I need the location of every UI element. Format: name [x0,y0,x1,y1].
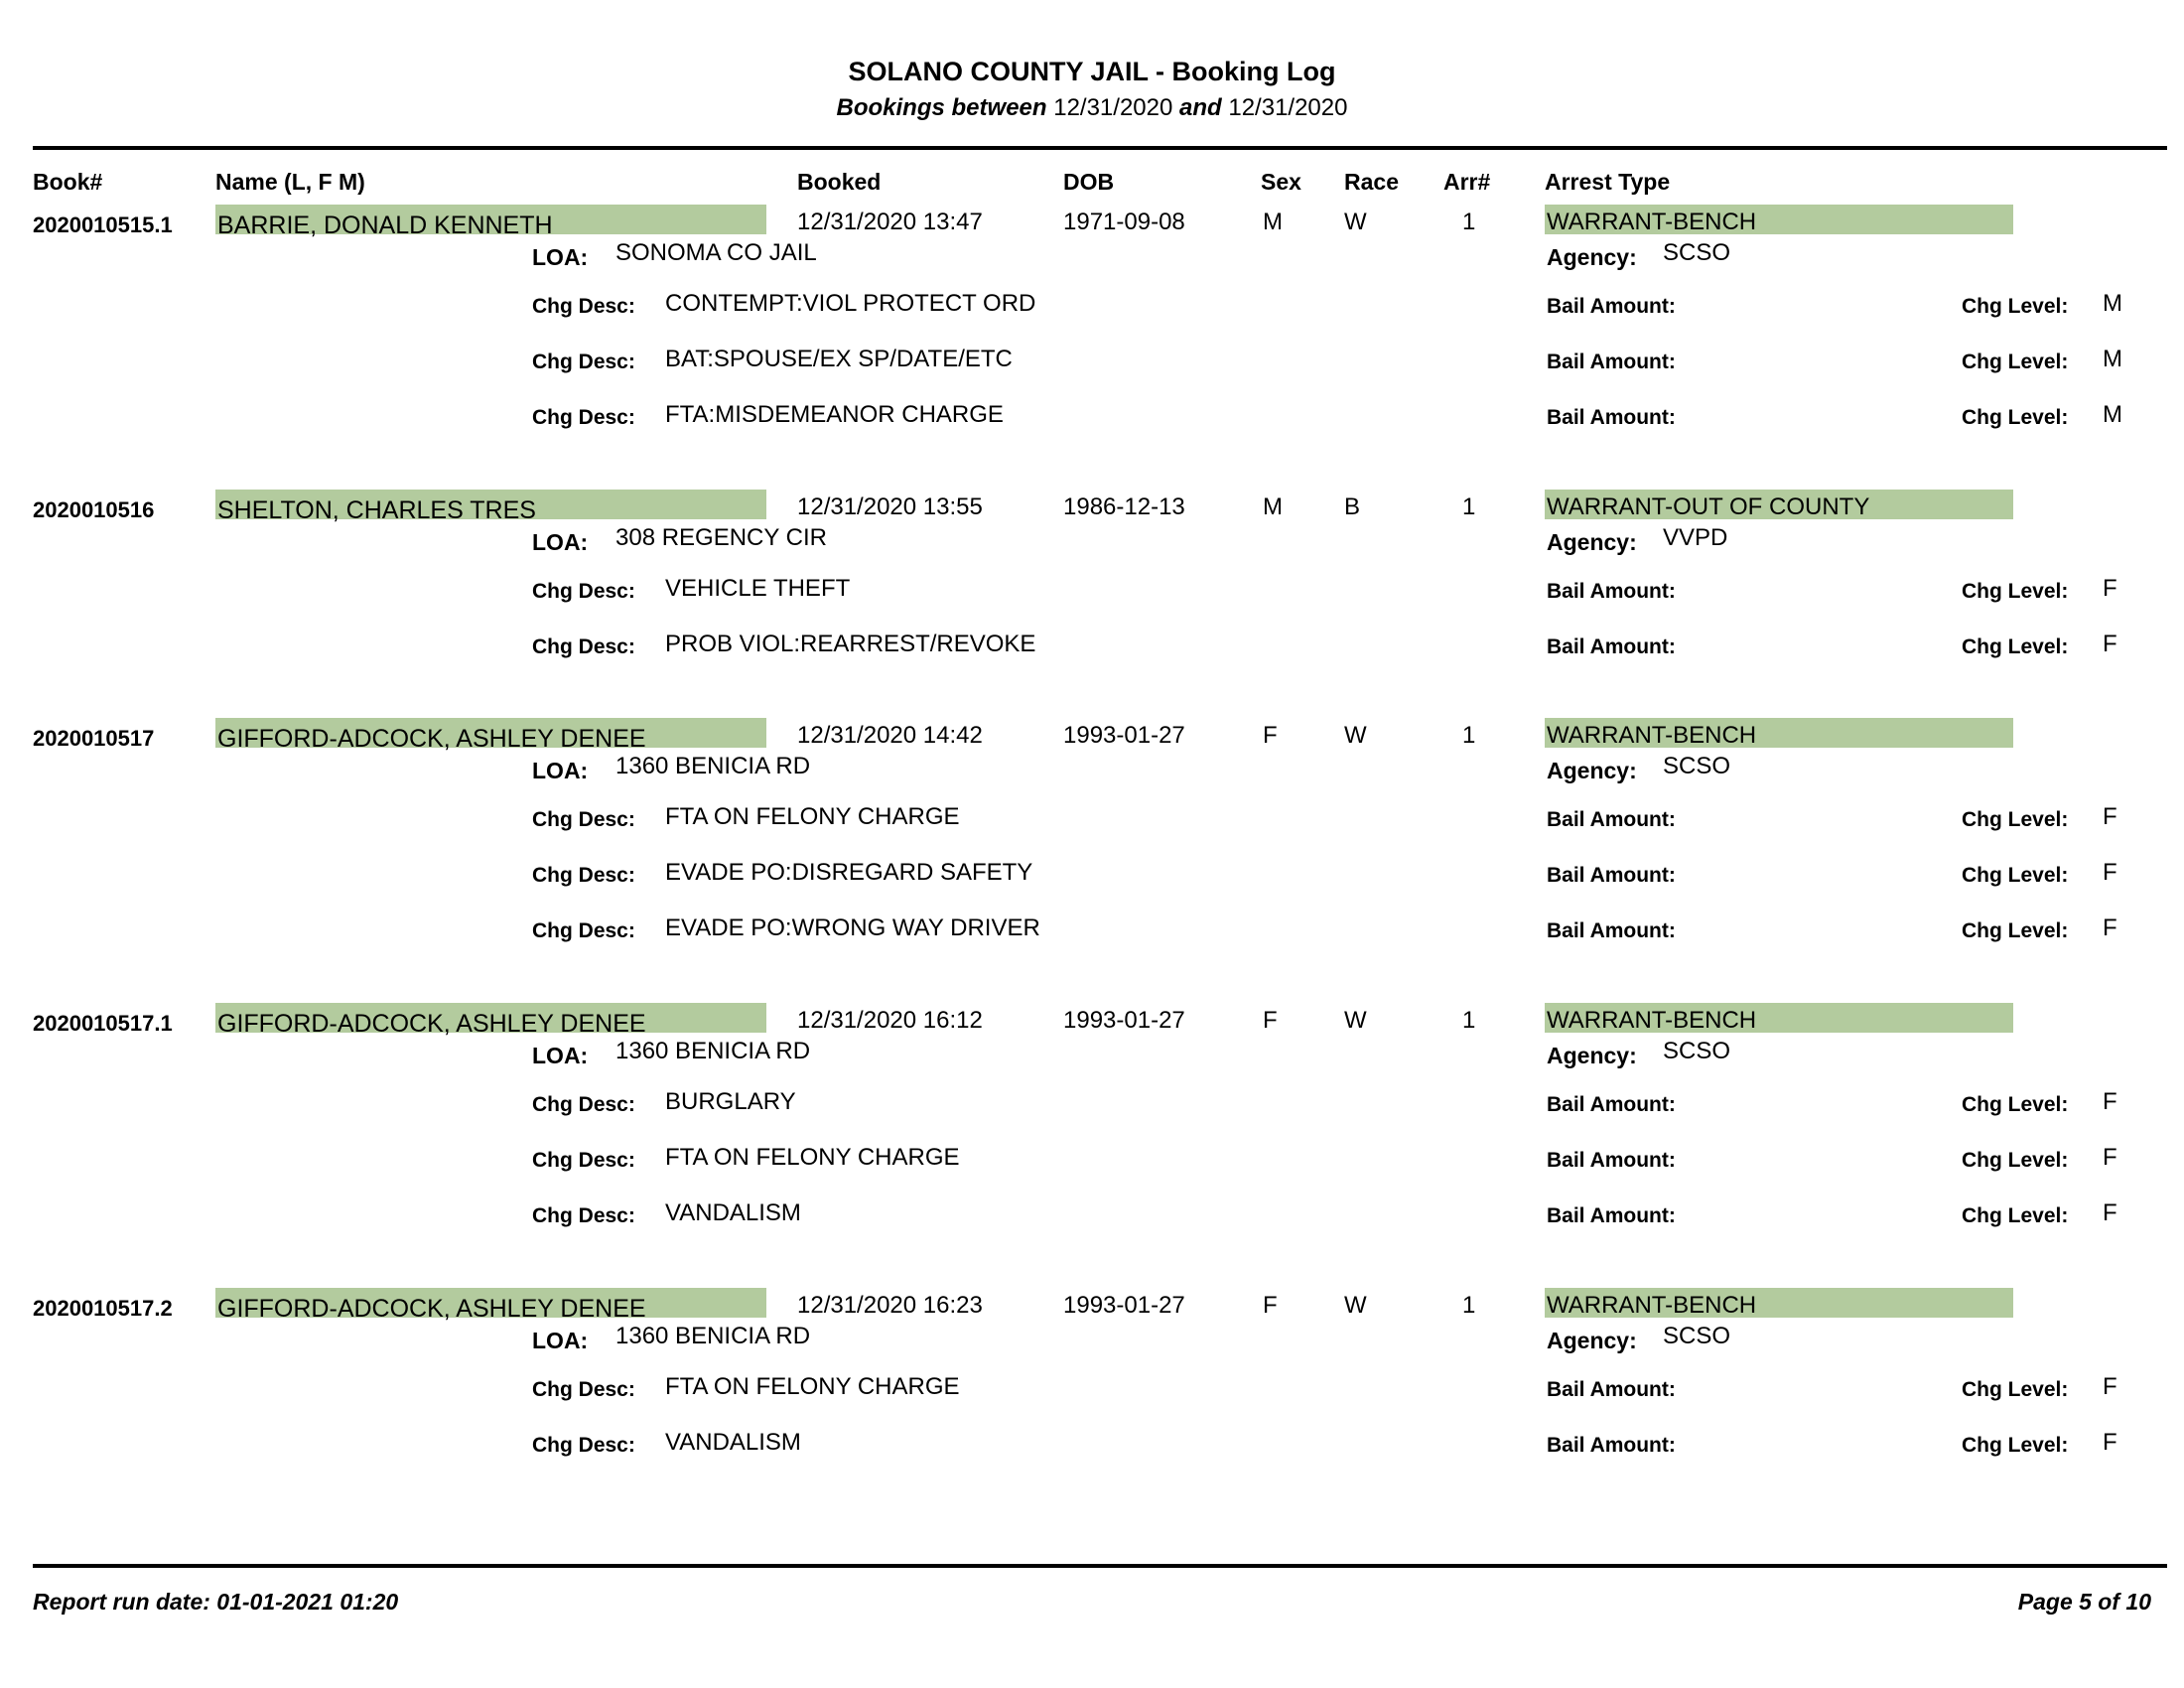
arrest-number: 1 [1462,209,1476,235]
bail-amount-label: Bail Amount: [1547,406,1676,429]
race: W [1344,722,1367,749]
chg-level-label: Chg Level: [1962,808,2069,831]
book-number: 2020010517.2 [33,1296,173,1321]
dob: 1986-12-13 [1063,493,1185,520]
arrest-type: WARRANT-BENCH [1547,1007,1757,1034]
col-book: Book# [33,169,103,195]
bail-amount-label: Bail Amount: [1547,1434,1676,1457]
booked-datetime: 12/31/2020 16:12 [797,1007,983,1034]
chg-level-value: F [2103,1429,2117,1456]
chg-level-label: Chg Level: [1962,919,2069,942]
dob: 1971-09-08 [1063,209,1185,235]
chg-level-value: F [2103,1373,2117,1400]
dob: 1993-01-27 [1063,1292,1185,1319]
chg-level-label: Chg Level: [1962,580,2069,603]
loa-label: LOA: [532,529,589,555]
loa-value: 1360 BENICIA RD [615,753,811,779]
chg-desc-value: VANDALISM [665,1429,801,1456]
chg-desc-value: FTA ON FELONY CHARGE [665,1144,960,1171]
chg-desc-label: Chg Desc: [532,406,635,429]
chg-level-label: Chg Level: [1962,406,2069,429]
chg-level-label: Chg Level: [1962,864,2069,887]
book-number: 2020010517 [33,726,155,751]
bail-amount-label: Bail Amount: [1547,919,1676,942]
chg-desc-value: VEHICLE THEFT [665,575,851,602]
chg-level-value: M [2103,290,2122,317]
loa-value: 308 REGENCY CIR [615,524,827,551]
loa-label: LOA: [532,1043,589,1068]
chg-desc-value: VANDALISM [665,1199,801,1226]
chg-level-label: Chg Level: [1962,1204,2069,1227]
agency-label: Agency: [1547,1328,1637,1353]
bail-amount-label: Bail Amount: [1547,1149,1676,1172]
chg-level-value: M [2103,401,2122,428]
bail-amount-label: Bail Amount: [1547,580,1676,603]
book-number: 2020010516 [33,497,155,522]
inmate-name: BARRIE, DONALD KENNETH [217,211,553,239]
loa-value: SONOMA CO JAIL [615,239,817,266]
chg-desc-label: Chg Desc: [532,295,635,318]
bail-amount-label: Bail Amount: [1547,1378,1676,1401]
chg-level-value: F [2103,1088,2117,1115]
chg-desc-label: Chg Desc: [532,1434,635,1457]
arrest-type: WARRANT-BENCH [1547,1292,1757,1319]
race: W [1344,209,1367,235]
race: W [1344,1292,1367,1319]
chg-level-label: Chg Level: [1962,1378,2069,1401]
chg-level-label: Chg Level: [1962,1093,2069,1116]
booked-datetime: 12/31/2020 13:47 [797,209,983,235]
arrest-number: 1 [1462,722,1476,749]
agency-label: Agency: [1547,1043,1637,1068]
race: W [1344,1007,1367,1034]
booked-datetime: 12/31/2020 14:42 [797,722,983,749]
agency-value: SCSO [1663,753,1731,779]
booked-datetime: 12/31/2020 16:23 [797,1292,983,1319]
bail-amount-label: Bail Amount: [1547,295,1676,318]
chg-level-label: Chg Level: [1962,1434,2069,1457]
col-arr: Arr# [1443,169,1491,195]
col-arrest-type: Arrest Type [1545,169,1671,195]
chg-level-value: F [2103,631,2117,657]
agency-label: Agency: [1547,244,1637,270]
loa-label: LOA: [532,758,589,783]
start-date: 12/31/2020 [1053,94,1173,121]
chg-level-value: F [2103,803,2117,830]
loa-label: LOA: [532,1328,589,1353]
chg-level-value: F [2103,914,2117,941]
bail-amount-label: Bail Amount: [1547,635,1676,658]
agency-value: SCSO [1663,1038,1731,1064]
arrest-type: WARRANT-OUT OF COUNTY [1547,493,1870,520]
chg-desc-label: Chg Desc: [532,1149,635,1172]
col-dob: DOB [1063,169,1115,195]
sex: F [1263,722,1278,749]
chg-desc-value: FTA ON FELONY CHARGE [665,803,960,830]
book-number: 2020010517.1 [33,1011,173,1036]
chg-level-value: F [2103,575,2117,602]
loa-value: 1360 BENICIA RD [615,1323,811,1349]
col-race: Race [1344,169,1399,195]
chg-level-label: Chg Level: [1962,295,2069,318]
chg-desc-value: BURGLARY [665,1088,796,1115]
dob: 1993-01-27 [1063,1007,1185,1034]
report-title: SOLANO COUNTY JAIL - Booking Log [848,57,1336,86]
inmate-name: SHELTON, CHARLES TRES [217,496,536,524]
footer-rule [33,1564,2167,1568]
loa-value: 1360 BENICIA RD [615,1038,811,1064]
chg-desc-value: PROB VIOL:REARREST/REVOKE [665,631,1036,657]
report-run-date: Report run date: 01-01-2021 01:20 [33,1589,399,1615]
sex: F [1263,1292,1278,1319]
arrest-type: WARRANT-BENCH [1547,722,1757,749]
bail-amount-label: Bail Amount: [1547,1093,1676,1116]
inmate-name: GIFFORD-ADCOCK, ASHLEY DENEE [217,1295,646,1323]
race: B [1344,493,1361,520]
agency-label: Agency: [1547,529,1637,555]
chg-desc-value: CONTEMPT:VIOL PROTECT ORD [665,290,1036,317]
bail-amount-label: Bail Amount: [1547,351,1676,373]
chg-desc-label: Chg Desc: [532,1093,635,1116]
inmate-name: GIFFORD-ADCOCK, ASHLEY DENEE [217,1010,646,1038]
header-rule [33,146,2167,150]
subtitle-and: and [1179,94,1222,121]
arrest-number: 1 [1462,1007,1476,1034]
chg-desc-label: Chg Desc: [532,864,635,887]
agency-label: Agency: [1547,758,1637,783]
chg-desc-value: BAT:SPOUSE/EX SP/DATE/ETC [665,346,1013,372]
chg-level-value: F [2103,1199,2117,1226]
end-date: 12/31/2020 [1228,94,1348,121]
chg-desc-label: Chg Desc: [532,351,635,373]
chg-desc-value: EVADE PO:WRONG WAY DRIVER [665,914,1040,941]
sex: M [1263,493,1283,520]
bail-amount-label: Bail Amount: [1547,808,1676,831]
arrest-type: WARRANT-BENCH [1547,209,1757,235]
chg-desc-label: Chg Desc: [532,1378,635,1401]
page-number: Page 5 of 10 [2017,1589,2151,1615]
chg-desc-label: Chg Desc: [532,919,635,942]
agency-value: SCSO [1663,1323,1731,1349]
col-name: Name (L, F M) [215,169,365,195]
chg-level-label: Chg Level: [1962,1149,2069,1172]
chg-level-value: F [2103,859,2117,886]
loa-label: LOA: [532,244,589,270]
agency-value: VVPD [1663,524,1728,551]
chg-level-label: Chg Level: [1962,351,2069,373]
bail-amount-label: Bail Amount: [1547,864,1676,887]
sex: F [1263,1007,1278,1034]
chg-desc-label: Chg Desc: [532,580,635,603]
subtitle-prefix: Bookings between [836,94,1047,121]
chg-desc-value: EVADE PO:DISREGARD SAFETY [665,859,1033,886]
sex: M [1263,209,1283,235]
arrest-number: 1 [1462,1292,1476,1319]
bail-amount-label: Bail Amount: [1547,1204,1676,1227]
book-number: 2020010515.1 [33,212,173,237]
dob: 1993-01-27 [1063,722,1185,749]
booked-datetime: 12/31/2020 13:55 [797,493,983,520]
chg-level-label: Chg Level: [1962,635,2069,658]
chg-desc-value: FTA ON FELONY CHARGE [665,1373,960,1400]
arrest-number: 1 [1462,493,1476,520]
chg-level-value: F [2103,1144,2117,1171]
chg-desc-value: FTA:MISDEMEANOR CHARGE [665,401,1004,428]
agency-value: SCSO [1663,239,1731,266]
col-sex: Sex [1261,169,1301,195]
chg-desc-label: Chg Desc: [532,635,635,658]
report-subtitle [0,94,2184,122]
chg-level-value: M [2103,346,2122,372]
chg-desc-label: Chg Desc: [532,1204,635,1227]
inmate-name: GIFFORD-ADCOCK, ASHLEY DENEE [217,725,646,753]
col-booked: Booked [797,169,882,195]
chg-desc-label: Chg Desc: [532,808,635,831]
